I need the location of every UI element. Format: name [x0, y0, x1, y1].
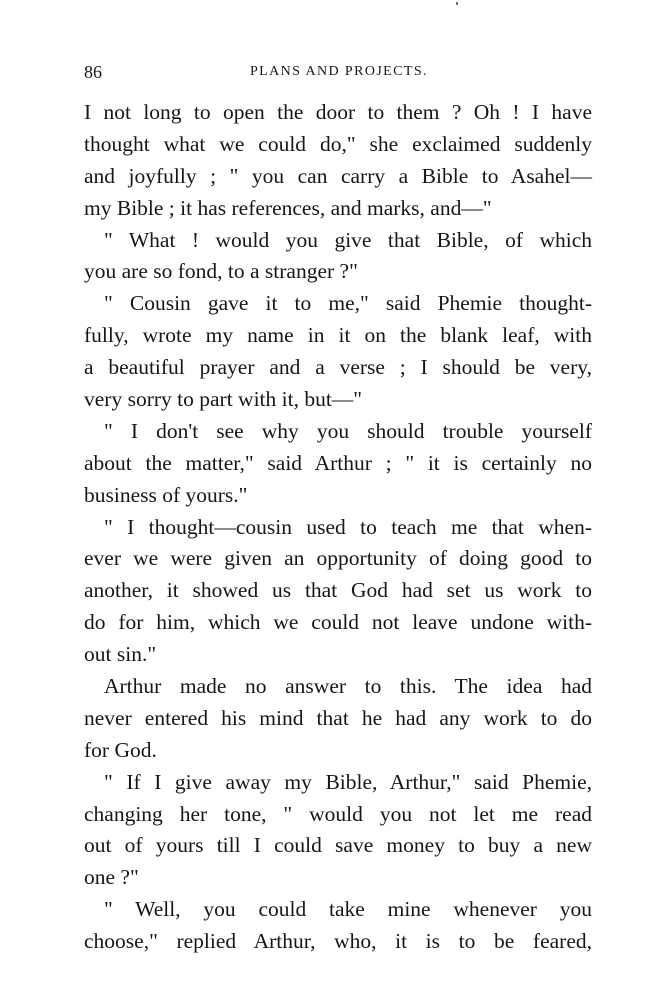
text-line-22: " If I give away my Bible, Arthur," said Phemie,	[104, 769, 592, 794]
page-header	[84, 62, 594, 86]
text-line-21: for God.	[84, 737, 157, 762]
text-line-20: never entered his mind that he had any work to do	[84, 705, 592, 730]
text-line-8: fully, wrote my name in it on the blank leaf, with	[84, 323, 592, 348]
text-line-5: " What ! would you give that Bible, of which	[104, 227, 592, 252]
running-head: PLANS AND PROJECTS.	[250, 64, 428, 79]
page-number: 86	[84, 62, 102, 82]
text-line-15: ever we were given an opportunity of doing good to	[84, 546, 592, 571]
text-line-19: Arthur made no answer to this. The idea had	[104, 674, 592, 699]
text-line-16: another, it showed us that God had set us work to	[84, 578, 592, 603]
text-line-9: a beautiful prayer and a verse ; I should be very,	[84, 355, 592, 380]
text-line-10: very sorry to part with it, but—"	[84, 387, 363, 412]
text-line-23: changing her tone, " would you not let me read	[84, 801, 592, 826]
text-line-6: you are so fond, to a stranger ?"	[84, 259, 358, 284]
body-text	[84, 97, 592, 958]
text-line-7: " Cousin gave it to me," said Phemie thought-	[104, 291, 592, 316]
text-line-3: and joyfully ; " you can carry a Bible to Asahel—	[84, 163, 592, 188]
text-line-26: " Well, you could take mine whenever you	[104, 897, 592, 922]
text-line-4: my Bible ; it has references, and marks, and—"	[84, 195, 492, 220]
text-line-24: out of yours till I could save money to buy a new	[84, 833, 592, 858]
ink-speck	[456, 2, 458, 5]
text-line-2: thought what we could do," she exclaimed suddenly	[84, 131, 592, 156]
text-line-12: about the matter," said Arthur ; " it is certainly no	[84, 450, 592, 475]
text-line-13: business of yours."	[84, 482, 248, 507]
text-line-14: " I thought—cousin used to teach me that when-	[104, 514, 592, 539]
text-line-18: out sin."	[84, 642, 157, 667]
text-line-1: I not long to open the door to them ? Oh ! I have	[84, 100, 592, 124]
text-line-11: " I don't see why you should trouble yourself	[104, 418, 592, 443]
text-line-17: do for him, which we could not leave undone with-	[84, 610, 592, 635]
text-line-25: one ?"	[84, 865, 139, 890]
text-line-27: choose," replied Arthur, who, it is to be feared,	[84, 929, 592, 954]
